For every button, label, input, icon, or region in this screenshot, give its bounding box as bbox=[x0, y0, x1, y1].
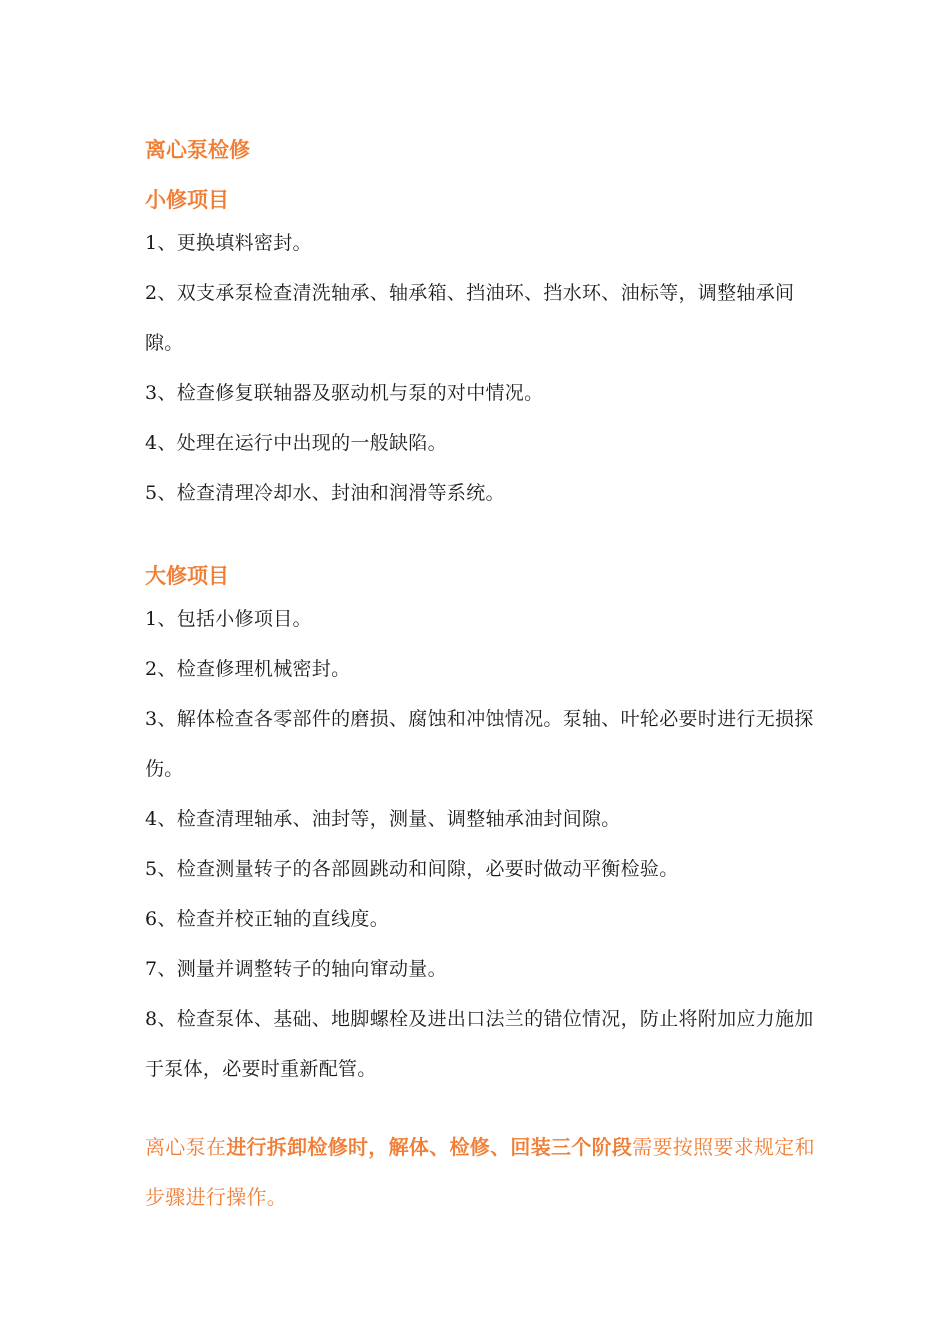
list-item: 4、检查清理轴承、油封等，测量、调整轴承油封间隙。 bbox=[145, 808, 621, 830]
major-repair-heading: 大修项目 bbox=[145, 564, 229, 588]
list-item: 4、处理在运行中出现的一般缺陷。 bbox=[145, 432, 447, 454]
list-item: 8、检查泵体、基础、地脚螺栓及进出口法兰的错位情况，防止将附加应力施加于泵体，必要时重新配管。 bbox=[145, 1008, 814, 1080]
list-item: 1、包括小修项目。 bbox=[145, 608, 312, 630]
closing-paragraph bbox=[145, 1122, 815, 1222]
list-item: 2、双支承泵检查清洗轴承、轴承箱、挡油环、挡水环、油标等，调整轴承间隙。 bbox=[145, 282, 795, 354]
list-item: 2、检查修理机械密封。 bbox=[145, 658, 351, 680]
list-item: 5、检查测量转子的各部圆跳动和间隙，必要时做动平衡检验。 bbox=[145, 858, 679, 880]
minor-repair-heading: 小修项目 bbox=[145, 188, 229, 212]
list-item: 3、解体检查各零部件的磨损、腐蚀和冲蚀情况。泵轴、叶轮必要时进行无损探伤。 bbox=[145, 708, 814, 780]
list-item: 3、检查修复联轴器及驱动机与泵的对中情况。 bbox=[145, 382, 544, 404]
closing-text-emphasis: 进行拆卸检修时，解体、检修、回装三个阶段 bbox=[226, 1135, 633, 1159]
list-item: 6、检查并校正轴的直线度。 bbox=[145, 908, 389, 930]
closing-text-tail: 需要按照要求规定和步骤进行操作。 bbox=[145, 1135, 815, 1209]
list-item: 7、测量并调整转子的轴向窜动量。 bbox=[145, 958, 447, 980]
document-title: 离心泵检修 bbox=[145, 138, 250, 162]
list-item: 5、检查清理冷却水、封油和润滑等系统。 bbox=[145, 482, 505, 504]
minor-repair-list bbox=[145, 218, 815, 518]
closing-text-lead: 离心泵在 bbox=[145, 1135, 227, 1159]
document-page bbox=[145, 130, 815, 1222]
major-repair-list bbox=[145, 594, 815, 1094]
list-item: 1、更换填料密封。 bbox=[145, 232, 312, 254]
